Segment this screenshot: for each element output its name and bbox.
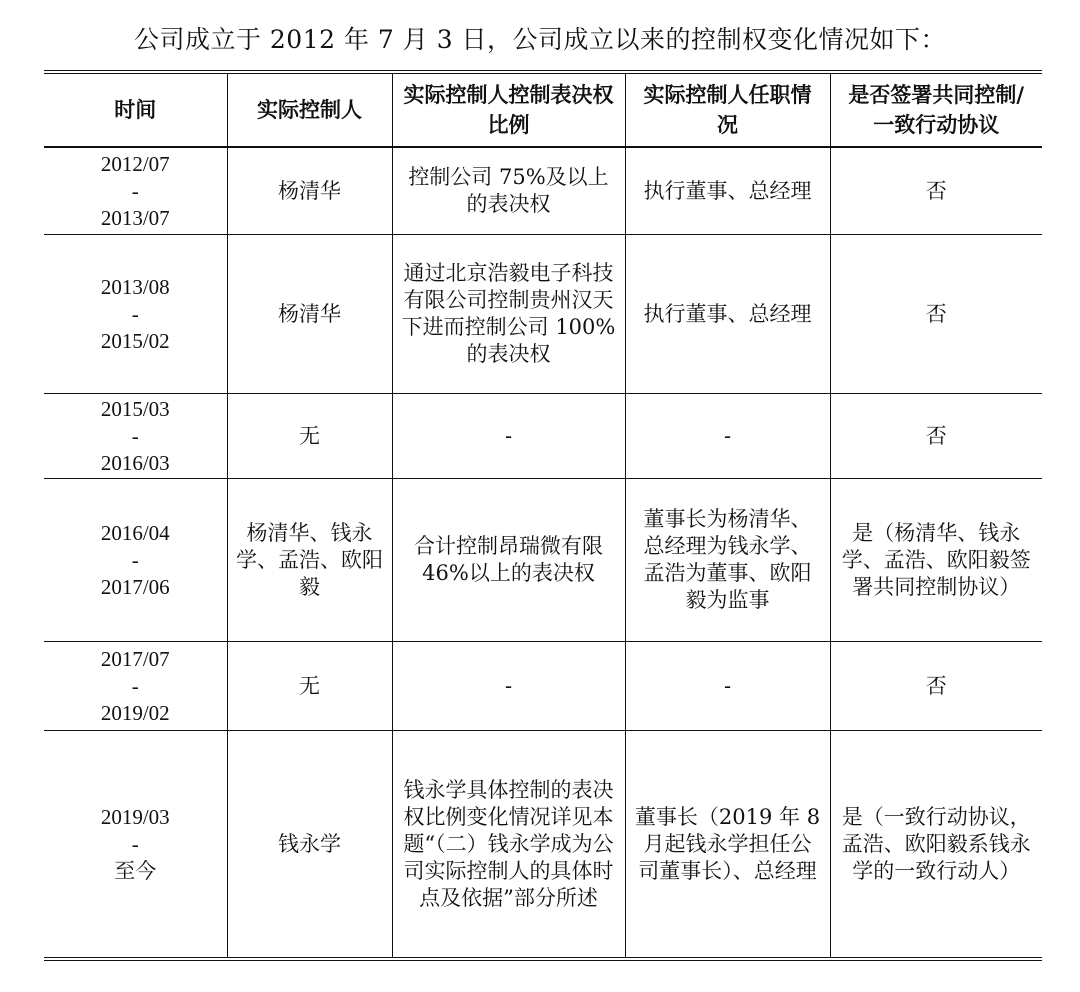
position-cell: -	[625, 394, 830, 479]
position-cell: 执行董事、总经理	[625, 235, 830, 394]
time-separator: -	[131, 423, 139, 448]
header-position: 实际控制人任职情况	[625, 72, 830, 147]
position-cell: 执行董事、总经理	[625, 147, 830, 235]
ratio-cell: -	[392, 642, 625, 731]
time-end: 2016/03	[100, 450, 170, 475]
header-ratio: 实际控制人控制表决权比例	[392, 72, 625, 147]
agreement-cell: 是（杨清华、钱永学、孟浩、欧阳毅签署共同控制协议）	[830, 479, 1042, 642]
time-end: 2013/07	[100, 205, 170, 230]
time-cell	[44, 235, 227, 394]
header-row	[44, 72, 1042, 147]
table-row	[44, 731, 1042, 960]
agreement-cell: 否	[830, 235, 1042, 394]
controller-cell: 无	[227, 394, 392, 479]
position-cell: -	[625, 642, 830, 731]
agreement-cell: 否	[830, 147, 1042, 235]
time-cell	[44, 479, 227, 642]
ratio-cell: 通过北京浩毅电子科技有限公司控制贵州汉天下进而控制公司 100%的表决权	[392, 235, 625, 394]
ratio-cell: 钱永学具体控制的表决权比例变化情况详见本题“（二）钱永学成为公司实际控制人的具体时点及依据”部分所述	[392, 731, 625, 960]
time-separator: -	[131, 673, 139, 698]
table-row	[44, 642, 1042, 731]
controller-cell: 杨清华、钱永学、孟浩、欧阳毅	[227, 479, 392, 642]
controller-cell: 杨清华	[227, 235, 392, 394]
controller-cell: 杨清华	[227, 147, 392, 235]
time-separator: -	[131, 831, 139, 856]
control-change-table	[44, 70, 1042, 961]
time-end: 2015/02	[100, 328, 170, 353]
header-time: 时间	[114, 98, 157, 122]
time-end: 2019/02	[100, 700, 170, 725]
time-start: 2015/03	[100, 396, 170, 421]
time-cell	[44, 642, 227, 731]
table-row	[44, 479, 1042, 642]
time-separator: -	[131, 178, 139, 203]
time-cell	[44, 394, 227, 479]
intro-text: 公司成立于 2012 年 7 月 3 日，公司成立以来的控制权变化情况如下：	[133, 25, 947, 54]
header-controller: 实际控制人	[227, 72, 392, 147]
table-header	[44, 72, 1042, 147]
time-cell	[44, 731, 227, 960]
time-separator: -	[131, 547, 139, 572]
ratio-cell: 控制公司 75%及以上的表决权	[392, 147, 625, 235]
position-cell: 董事长（2019 年 8 月起钱永学担任公司董事长）、总经理	[625, 731, 830, 960]
position-cell: 董事长为杨清华、总经理为钱永学、孟浩为董事、欧阳毅为监事	[625, 479, 830, 642]
header-agreement: 是否签署共同控制/一致行动协议	[830, 72, 1042, 147]
agreement-cell: 否	[830, 394, 1042, 479]
agreement-cell: 否	[830, 642, 1042, 731]
time-end: 2017/06	[100, 574, 170, 599]
agreement-cell: 是（一致行动协议，孟浩、欧阳毅系钱永学的一致行动人）	[830, 731, 1042, 960]
time-cell	[44, 147, 227, 235]
ratio-cell: 合计控制昂瑞微有限 46%以上的表决权	[392, 479, 625, 642]
time-separator: -	[131, 301, 139, 326]
table-body	[44, 147, 1042, 959]
time-start: 2017/07	[100, 646, 170, 671]
time-start: 2016/04	[100, 520, 170, 545]
time-start: 2019/03	[100, 804, 170, 829]
controller-cell: 钱永学	[227, 731, 392, 960]
time-end: 至今	[114, 858, 157, 883]
time-start: 2012/07	[100, 151, 170, 176]
control-change-table-container	[44, 70, 1042, 961]
table-row	[44, 394, 1042, 479]
time-start: 2013/08	[100, 274, 170, 299]
table-row	[44, 147, 1042, 235]
table-row	[44, 235, 1042, 394]
ratio-cell: -	[392, 394, 625, 479]
controller-cell: 无	[227, 642, 392, 731]
